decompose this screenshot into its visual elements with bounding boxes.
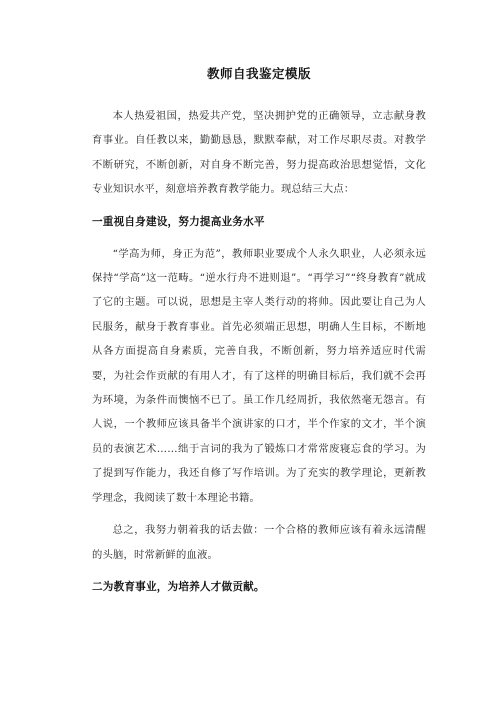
section-1-paragraph: “学高为师，身正为范”，教师职业要成个人永久职业，人必须永远保持“学高”这一范畴。“逆水行舟不进则退”。“再学习”“终身教育”就成了它的主题。可以说，思想是主宰人类行动的将帅。因此要让自己为人民服务，献身于教育事业。首先必须端正思想，明确人生目标，不断地从各方面提高自身素质，完善自我，不断创新，努力培养适应时代需要，为社会作贡献的有用人才，有了这样的明确目标后，我们就不会再为环境，为条件而懊恼不已了。虽工作几经周折，我依然毫无怨言。有人说，一个教师应该具备半个演讲家的口才，半个作家的文才，半个演员的表演艺术……绌于言词的我为了锻炼口才常常废寝忘食的学习。为了提到写作能力，我还自修了写作培训。为了充实的教学理论，更新教学理念，我阅读了数十本理论书籍。 xyxy=(92,247,426,504)
section-heading-1: 一重视自身建设，努力提高业务水平 xyxy=(92,215,265,228)
intro-paragraph: 本人热爱祖国，热爱共产党，坚决拥护党的正确领导，立志献身教育事业。自任教以来，勤勤恳恳，默默奉献，对工作尽职尽责。对教学不断研究，不断创新，对自身不断完善，努力提高政治思想觉悟，文化专业知识水平，刻意培养教育教学能力。现总结三大点： xyxy=(92,110,426,196)
document-title: 教师自我鉴定模版 xyxy=(206,66,311,81)
summary-paragraph: 总之，我努力朝着我的话去做：一个合格的教师应该有着永远清醒的头脑，时常新鲜的血液。 xyxy=(92,524,426,561)
section-heading-2: 二为教育事业，为培养人才做贡献。 xyxy=(92,580,265,593)
